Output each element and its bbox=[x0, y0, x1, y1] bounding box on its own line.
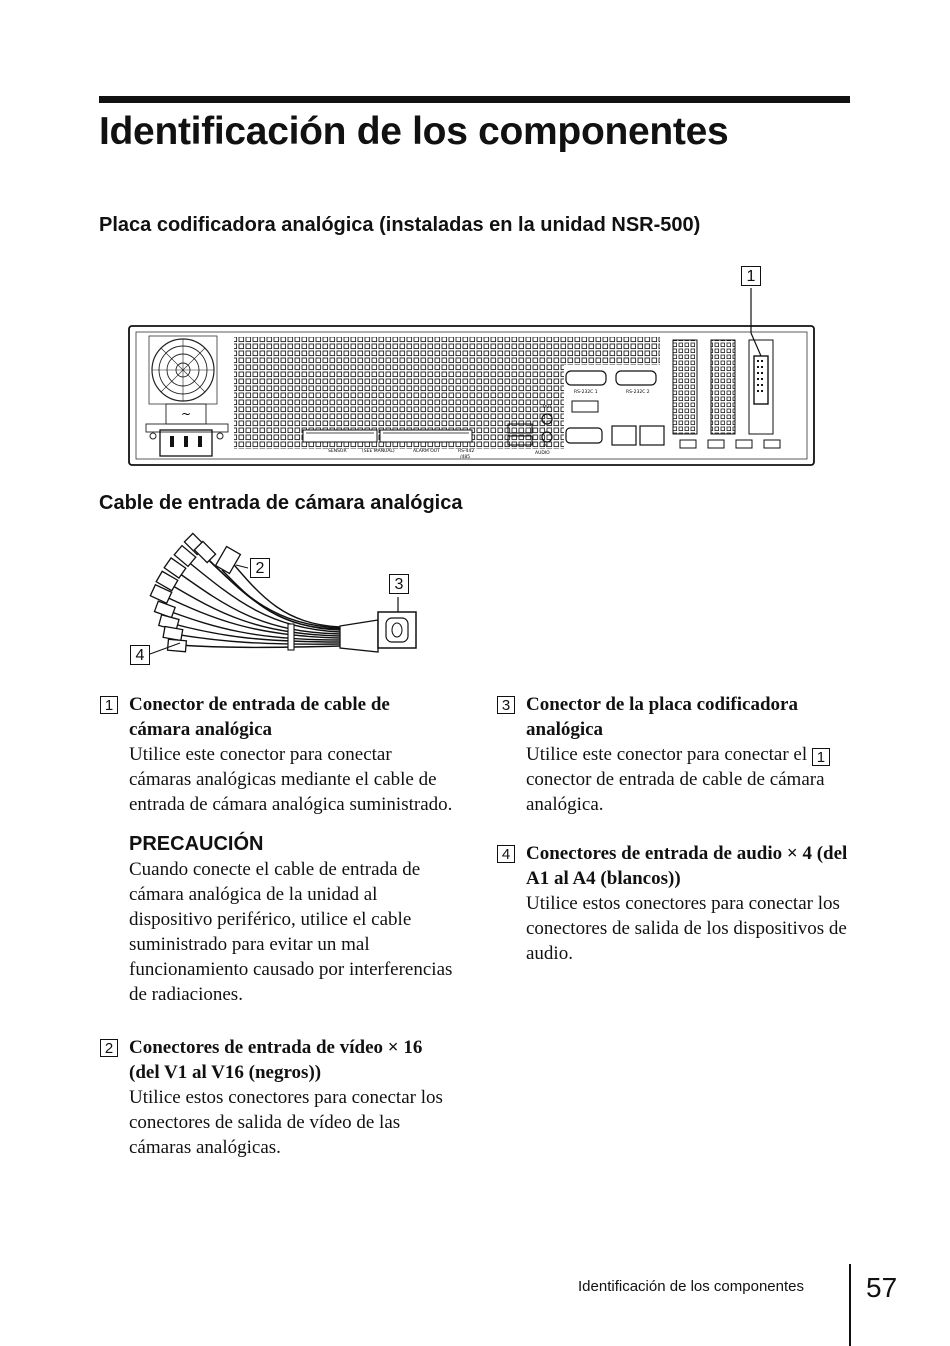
caution-heading: PRECAUCIÓN bbox=[129, 833, 264, 855]
callout-2: 2 bbox=[250, 558, 270, 578]
item-1 bbox=[100, 692, 455, 1007]
item-number: 4 bbox=[497, 845, 515, 863]
footer-section-title: Identificación de los componentes bbox=[578, 1278, 804, 1295]
left-column bbox=[100, 692, 455, 1182]
item-title: Conector de entrada de cable de cámara analógica bbox=[129, 694, 390, 740]
callout-1: 1 bbox=[741, 266, 761, 286]
section-heading-camera-cable: Cable de entrada de cámara analógica bbox=[99, 492, 463, 514]
item-body: Utilice este conector para conectar el 1 conector de entrada de cable de cámara analógica. bbox=[497, 742, 852, 817]
item-title: Conectores de entrada de vídeo × 16 (del V1 al V16 (negros)) bbox=[129, 1037, 423, 1083]
item-body: Utilice este conector para conectar cámaras analógicas mediante el cable de entrada de cámara analógica suministrado. bbox=[129, 744, 453, 815]
svg-text:AUDIO: AUDIO bbox=[535, 451, 550, 456]
item-number: 3 bbox=[497, 696, 515, 714]
item-title: Conectores de entrada de audio × 4 (del A1 al A4 (blancos)) bbox=[526, 843, 848, 889]
item-number: 2 bbox=[100, 1039, 118, 1057]
svg-text:(SEE MANUAL): (SEE MANUAL) bbox=[362, 449, 395, 454]
item-4 bbox=[497, 841, 852, 966]
svg-text:RS-232C 1: RS-232C 1 bbox=[574, 390, 598, 395]
svg-text:/485: /485 bbox=[460, 455, 471, 460]
item-ref: 1 bbox=[812, 748, 830, 766]
page-title: Identificación de los componentes bbox=[99, 110, 729, 153]
caution-body: Cuando conecte el cable de entrada de cámara analógica de la unidad al dispositivo periférico, utilice el cable suministrado para evitar un mal funcionamiento causado por interferencias de radiaciones. bbox=[129, 859, 453, 1005]
right-column bbox=[497, 692, 852, 988]
svg-text:ALARM OUT: ALARM OUT bbox=[413, 449, 440, 454]
callout-4: 4 bbox=[130, 645, 150, 665]
svg-text:RS-232C 2: RS-232C 2 bbox=[626, 390, 650, 395]
item-2 bbox=[100, 1035, 455, 1160]
callout-3: 3 bbox=[389, 574, 409, 594]
item-number: 1 bbox=[100, 696, 118, 714]
item-3 bbox=[497, 692, 852, 817]
section-heading-encoder-board: Placa codificadora analógica (instaladas en la unidad NSR-500) bbox=[99, 214, 701, 236]
page-number: 57 bbox=[866, 1272, 898, 1303]
svg-text:OUT: OUT bbox=[543, 404, 552, 409]
svg-text:RS-442: RS-442 bbox=[458, 449, 475, 454]
item-body: Utilice estos conectores para conectar los conectores de salida de vídeo de las cámaras analógicas. bbox=[129, 1087, 443, 1158]
item-body: Utilice estos conectores para conectar los conectores de salida de los dispositivos de audio. bbox=[526, 893, 847, 964]
item-title: Conector de la placa codificadora analógica bbox=[526, 694, 798, 740]
svg-text:~: ~ bbox=[180, 407, 192, 421]
svg-text:IN: IN bbox=[543, 443, 548, 448]
svg-text:SENSOR: SENSOR bbox=[328, 449, 347, 454]
footer-divider bbox=[849, 1264, 851, 1346]
